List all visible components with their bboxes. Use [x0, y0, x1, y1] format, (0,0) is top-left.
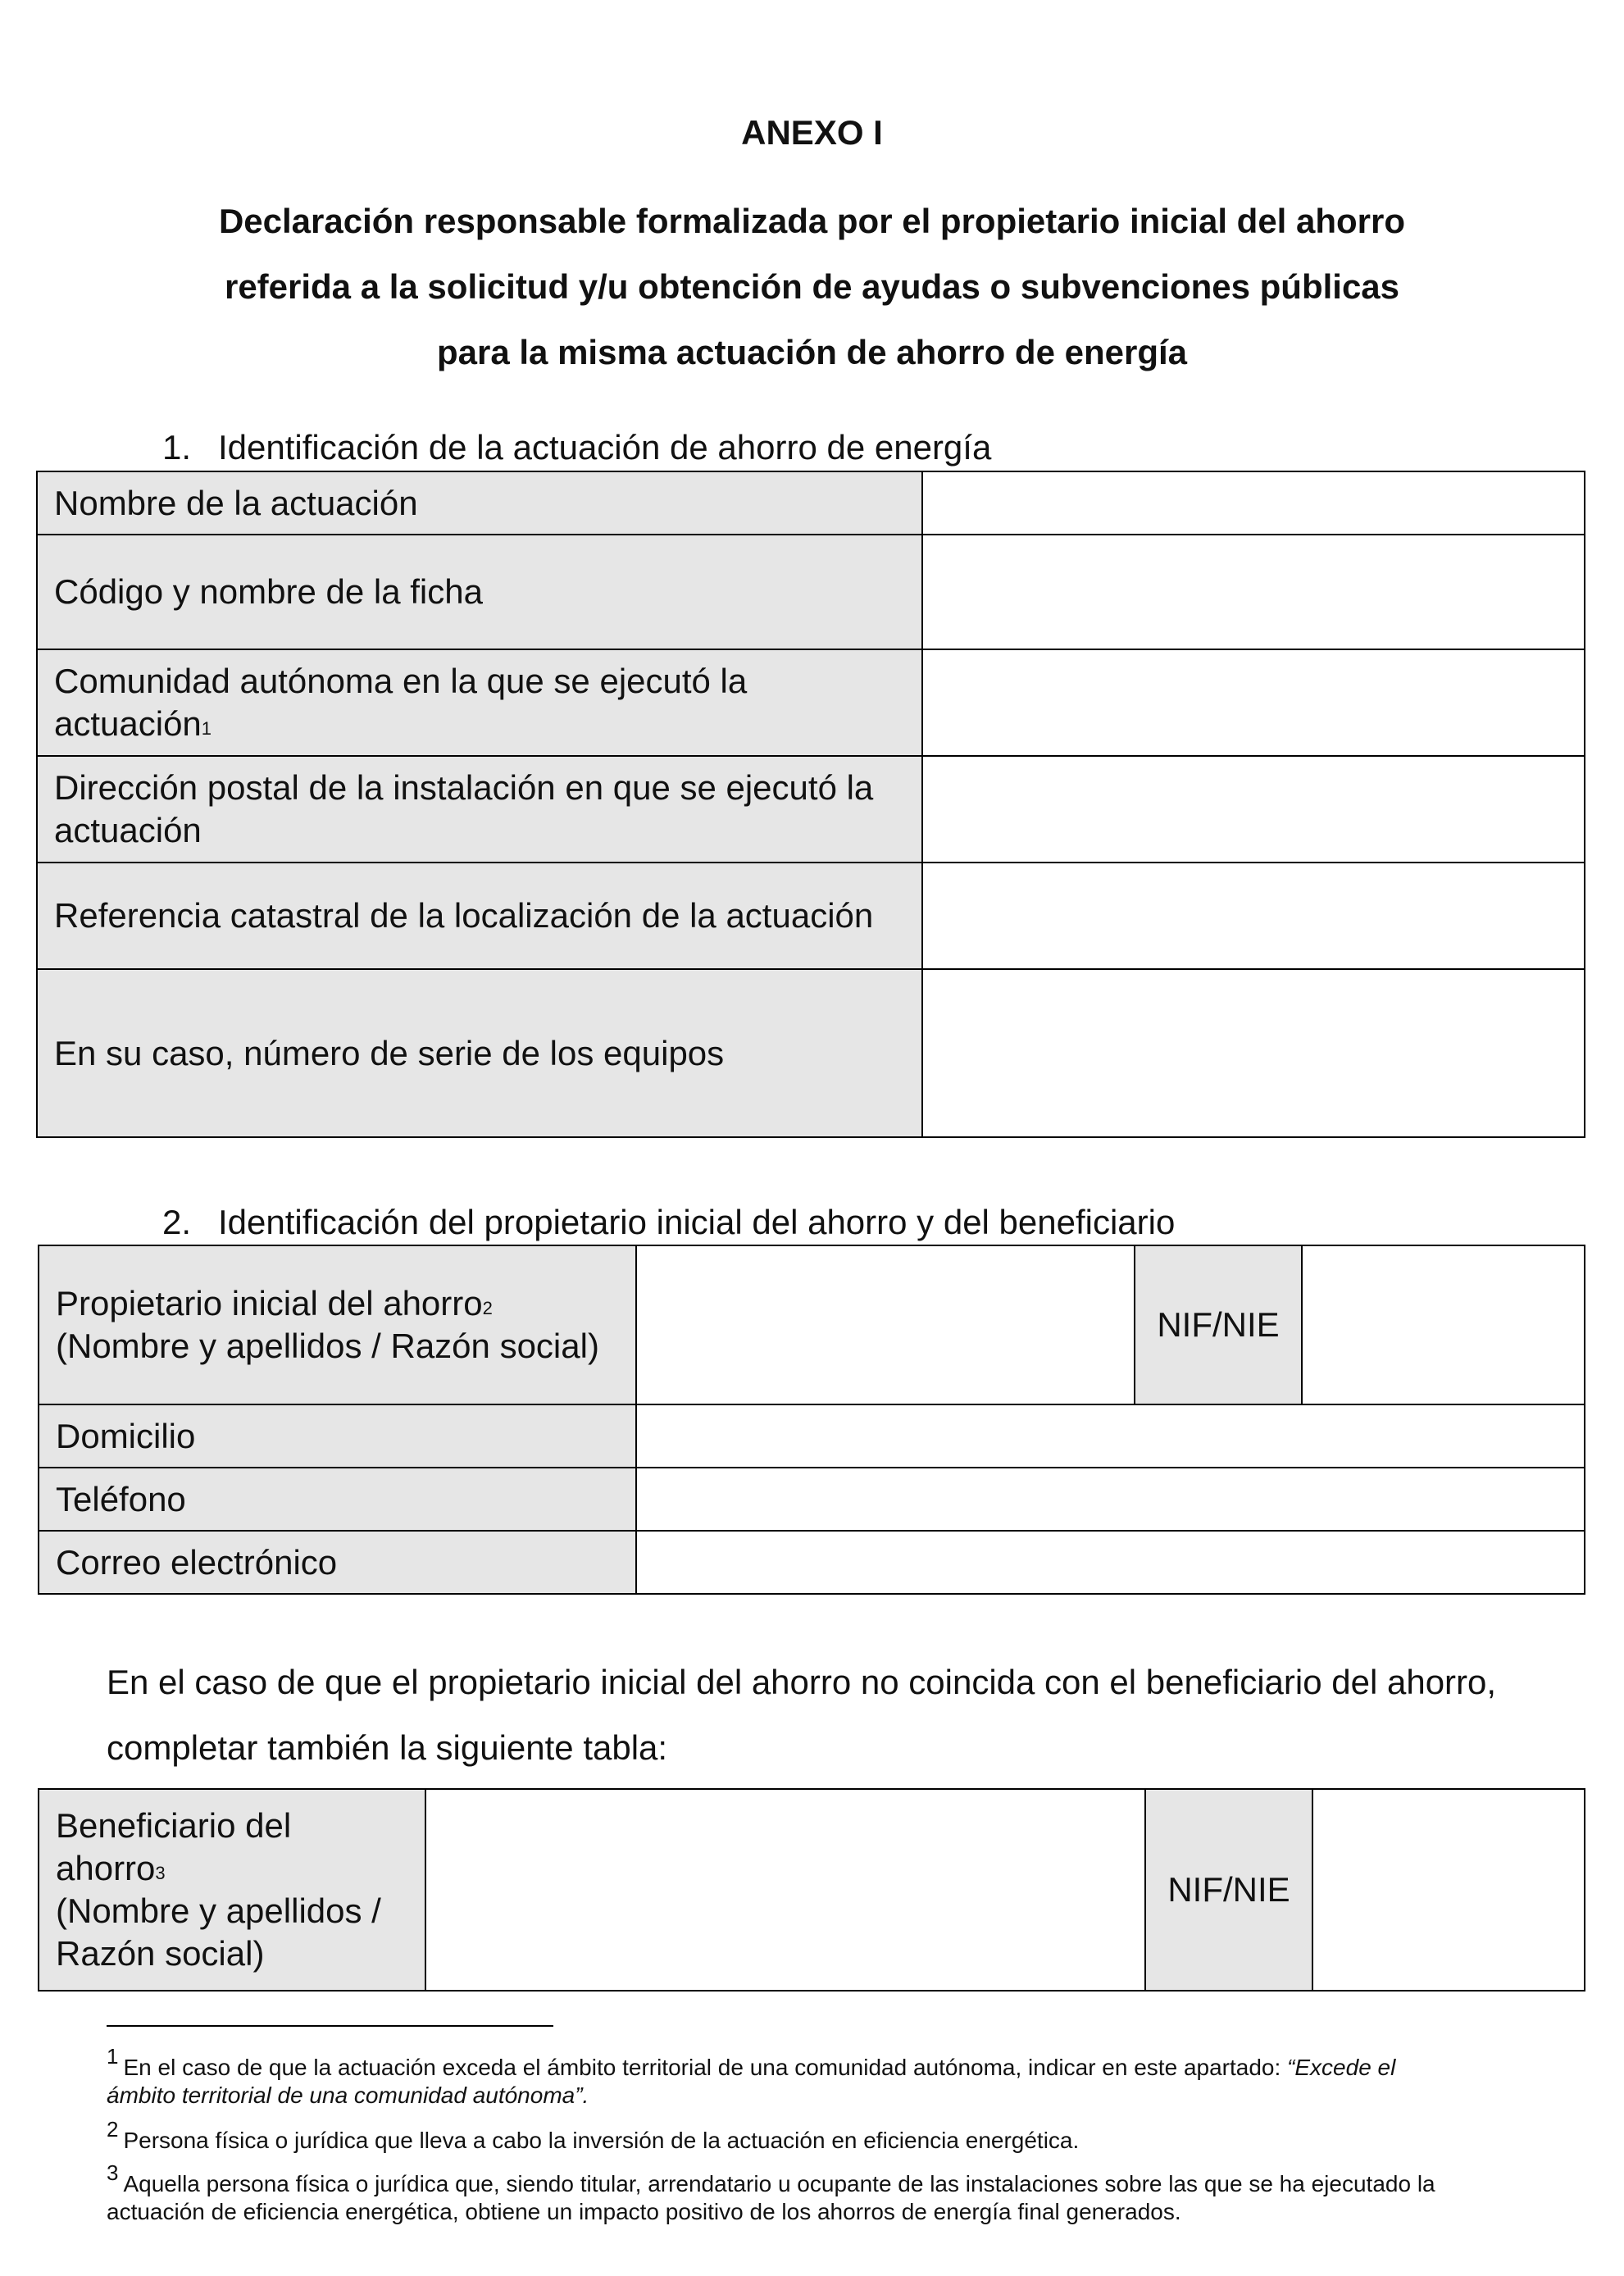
- row-label: En su caso, número de serie de los equipos: [37, 969, 922, 1137]
- document-subtitle: [0, 189, 1624, 385]
- nif-label: NIF/NIE: [1135, 1245, 1302, 1404]
- footnote-text: Aquella persona física o jurídica que, siendo titular, arrendatario u ocupante de las instalaciones sobre las que se ha ejecutado la actuación de eficiencia energética, obtiene un impacto positivo de los ahorros de energía final generados.: [107, 2171, 1435, 2224]
- section-title: Identificación de la actuación de ahorro de energía: [218, 428, 992, 467]
- subtitle-line: referida a la solicitud y/u obtención de ayudas o subvenciones públicas: [224, 267, 1400, 306]
- table-row: [39, 1468, 1585, 1531]
- table-row: [39, 1531, 1585, 1594]
- owner-nif-field[interactable]: [1302, 1245, 1585, 1404]
- owner-label: [39, 1245, 636, 1404]
- footnote-quote: “Excede el ámbito territorial de una comunidad autónoma”.: [107, 2055, 1396, 2108]
- table-row: [37, 756, 1585, 863]
- table-row: [37, 535, 1585, 649]
- row-label: Teléfono: [39, 1468, 636, 1531]
- owner-table: [38, 1245, 1585, 1595]
- phone-field[interactable]: [636, 1468, 1585, 1531]
- row-label: Domicilio: [39, 1404, 636, 1468]
- footnote-ref: 3: [155, 1863, 166, 1883]
- email-field[interactable]: [636, 1531, 1585, 1594]
- footnote-text: Persona física o jurídica que lleva a cabo la inversión de la actuación en eficiencia energética.: [123, 2128, 1080, 2153]
- section-number: 2.: [162, 1203, 192, 1241]
- beneficiary-table: [38, 1788, 1585, 1991]
- value-cell[interactable]: [922, 471, 1585, 535]
- beneficiary-label-text: Beneficiario del ahorro: [56, 1806, 292, 1887]
- owner-label-sub: (Nombre y apellidos / Razón social): [56, 1327, 599, 1365]
- address-field[interactable]: [636, 1404, 1585, 1468]
- beneficiary-label-sub: (Nombre y apellidos / Razón social): [56, 1891, 381, 1973]
- footnote-mark: 2: [107, 2117, 119, 2142]
- section-2-heading: [162, 1203, 1175, 1242]
- value-cell[interactable]: [922, 649, 1585, 756]
- owner-name-field[interactable]: [636, 1245, 1135, 1404]
- footnote-mark: 1: [107, 2044, 119, 2069]
- footnote-ref: 1: [201, 718, 212, 739]
- subtitle-line: para la misma actuación de ahorro de energía: [437, 333, 1187, 371]
- table-row: [39, 1404, 1585, 1468]
- footnote-text: En el caso de que la actuación exceda el ámbito territorial de una comunidad autónoma, indicar en este apartado:: [123, 2055, 1288, 2080]
- section-number: 1.: [162, 428, 192, 467]
- table-row: [37, 969, 1585, 1137]
- value-cell[interactable]: [922, 969, 1585, 1137]
- row-label: Dirección postal de la instalación en que se ejecutó la actuación: [37, 756, 922, 863]
- footnote: [107, 2044, 1451, 2110]
- footnote: [107, 2160, 1451, 2226]
- table-row: [37, 471, 1585, 535]
- instruction-paragraph: En el caso de que el propietario inicial del ahorro no coincida con el beneficiario del ahorro, completar también la siguiente tabla:: [107, 1663, 1497, 1767]
- document-title: ANEXO I: [741, 113, 883, 152]
- footnote: [107, 2117, 1451, 2155]
- actuation-table: [36, 471, 1585, 1138]
- value-cell[interactable]: [922, 863, 1585, 969]
- value-cell[interactable]: [922, 756, 1585, 863]
- beneficiary-name-field[interactable]: [425, 1789, 1145, 1991]
- row-label: Correo electrónico: [39, 1531, 636, 1594]
- row-label: Nombre de la actuación: [37, 471, 922, 535]
- table-row: [37, 863, 1585, 969]
- footnote-ref: 2: [482, 1298, 493, 1318]
- table-row: [39, 1245, 1585, 1404]
- table-row: [39, 1789, 1585, 1991]
- row-label: Código y nombre de la ficha: [37, 535, 922, 649]
- beneficiary-nif-field[interactable]: [1312, 1789, 1585, 1991]
- section-title: Identificación del propietario inicial del ahorro y del beneficiario: [218, 1203, 1176, 1241]
- row-label: [37, 649, 922, 756]
- section-1-heading: [162, 428, 991, 467]
- footnote-separator: [107, 2025, 553, 2027]
- subtitle-line: Declaración responsable formalizada por el propietario inicial del ahorro: [218, 202, 1406, 240]
- nif-label: NIF/NIE: [1145, 1789, 1312, 1991]
- value-cell[interactable]: [922, 535, 1585, 649]
- row-label-text: Comunidad autónoma en la que se ejecutó la actuación: [54, 662, 748, 743]
- footnote-mark: 3: [107, 2160, 119, 2185]
- row-label: Referencia catastral de la localización de la actuación: [37, 863, 922, 969]
- beneficiary-label: [39, 1789, 425, 1991]
- table-row: [37, 649, 1585, 756]
- owner-label-text: Propietario inicial del ahorro: [56, 1284, 483, 1322]
